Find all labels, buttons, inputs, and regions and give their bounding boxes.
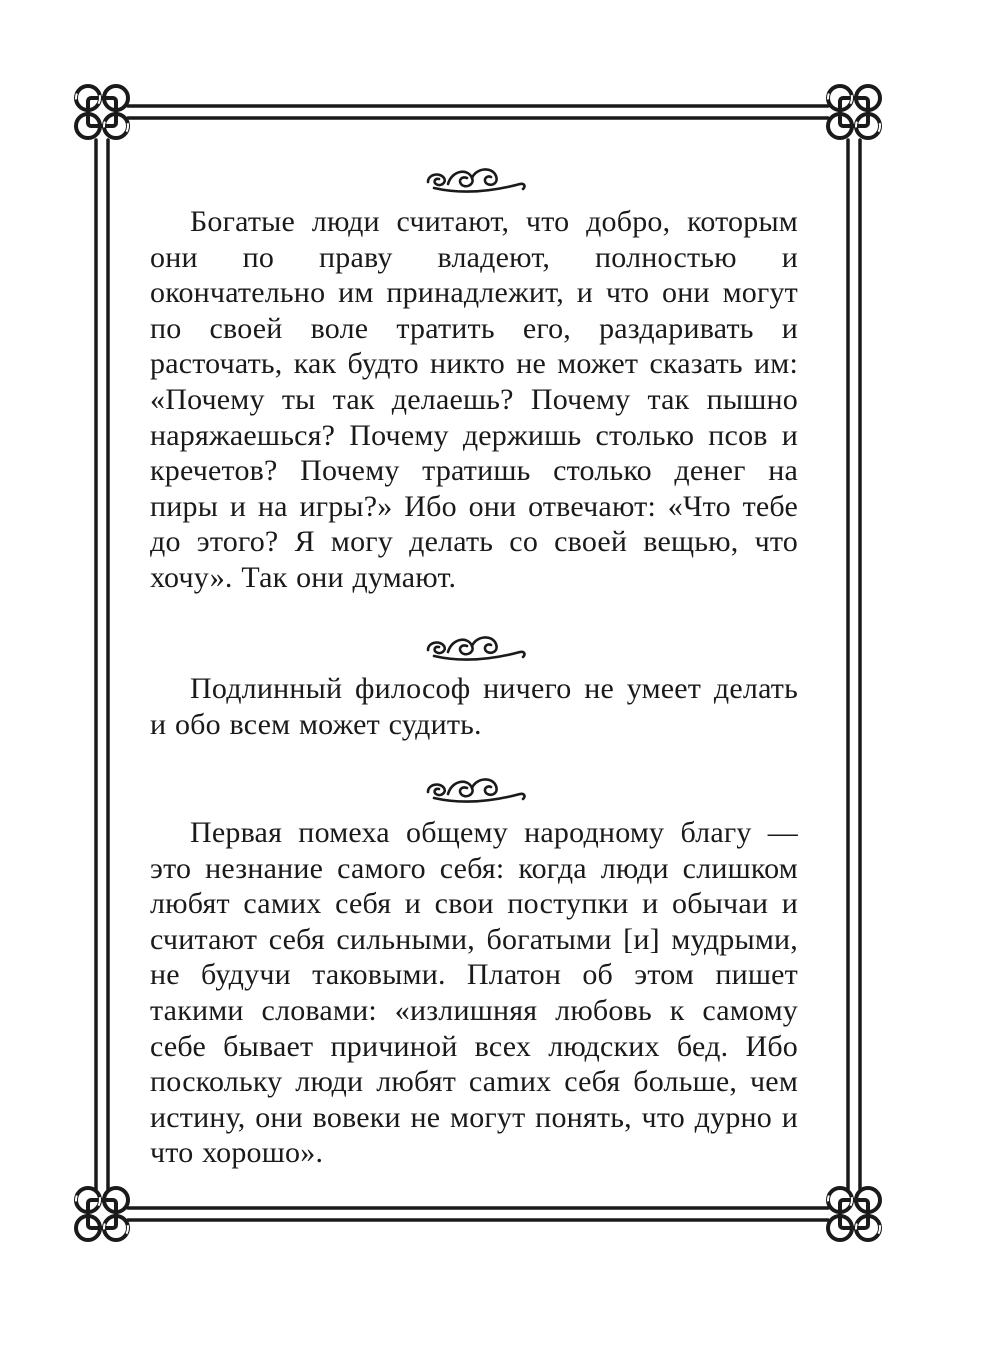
swirl-ornament-icon bbox=[420, 158, 530, 198]
paragraph-first-obstacle: Первая помеха общему народному благу — это незнание самого себя: когда люди слишком любят самих себя и свои поступки и обычаи и считают себя сильными, богатыми [и] мудрыми, не будучи таковыми. Платон об этом пишет такими словами: «излишняя любовь к самому себе бывает причиной всех людских бед. Ибо поскольку люди любят саmих себя больше, чем истину, они вовеки не могут понять, что дурно и что хорошо». bbox=[150, 816, 798, 1170]
swirl-ornament-icon bbox=[420, 768, 530, 808]
corner-knot-top-left bbox=[76, 86, 128, 138]
corner-knot-bottom-right bbox=[828, 1188, 880, 1240]
swirl-ornament-icon bbox=[420, 626, 530, 666]
corner-knot-top-right bbox=[828, 86, 880, 138]
paragraph-philosopher: Подлинный философ ничего не умеет делать и обо всем может судить. bbox=[150, 672, 798, 741]
corner-knot-bottom-left bbox=[76, 1188, 128, 1240]
paragraph-rich-people: Богатые люди считают, что добро, которым они по праву владеют, полностью и окончательно им принадлежит, и что они могут по своей воле тратить его, раздаривать и расточать, как будто никто не может сказать им: «Почему ты так делаешь? Почему так пышно наряжаешься? Почему держишь столько псов и кречетов? Почему тратишь столько денег на пиры и на игры?» Ибо они отвечают: «Что тебе до этого? Я могу делать со своей вещью, что хочу». Так они думают. bbox=[150, 205, 798, 594]
